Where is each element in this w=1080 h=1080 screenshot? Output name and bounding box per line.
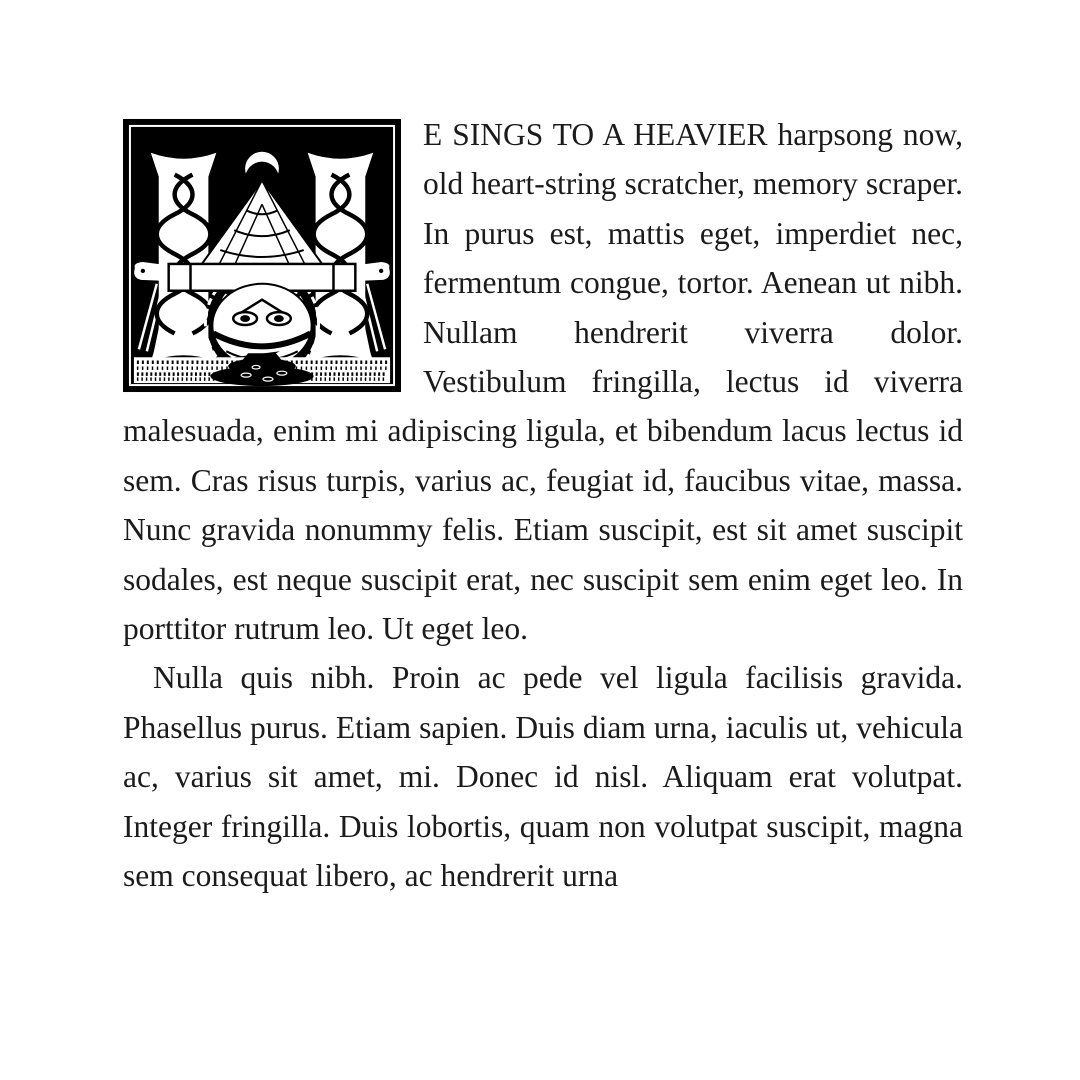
drop-cap-illuminated-h: [123, 118, 401, 393]
paragraph-2-text: Nulla quis nibh. Proin ac pede vel ligula facilisis gravida. Phasellus purus. Etiam sapien. Duis diam urna, iaculis ut, vehicula ac, varius sit amet, mi. Donec id nisl. Aliquam erat volutpat. Integer fringilla. Duis lobortis, quam non volutpat suscipit, magna sem consequat libero, ac hendrerit urna: [123, 660, 963, 894]
paragraph-1-text: harpsong now, old heart-string scratcher, memory scraper. In purus est, mattis eget, imperdiet nec, fermentum congue, tortor. Aenean ut nibh. Nullam hendrerit viverra dolor. Vestibulum fringilla, lectus id viverra malesuada, enim mi adipiscing ligula, et bibendum lacus lectus id sem. Cras risus turpis, varius ac, feugiat id, faucibus vitae, massa. Nunc gravida nonummy felis. Etiam suscipit, est sit amet suscipit sodales, est neque suscipit erat, nec suscipit sem enim eget leo. In porttitor rutrum leo. Ut eget leo.: [123, 117, 964, 647]
body-paragraph-2: [123, 653, 963, 900]
paragraph-lead-caps: E SINGS TO A HEAVIER: [423, 117, 768, 152]
drop-cap-illustration: [123, 118, 401, 393]
text-block: [123, 110, 963, 901]
